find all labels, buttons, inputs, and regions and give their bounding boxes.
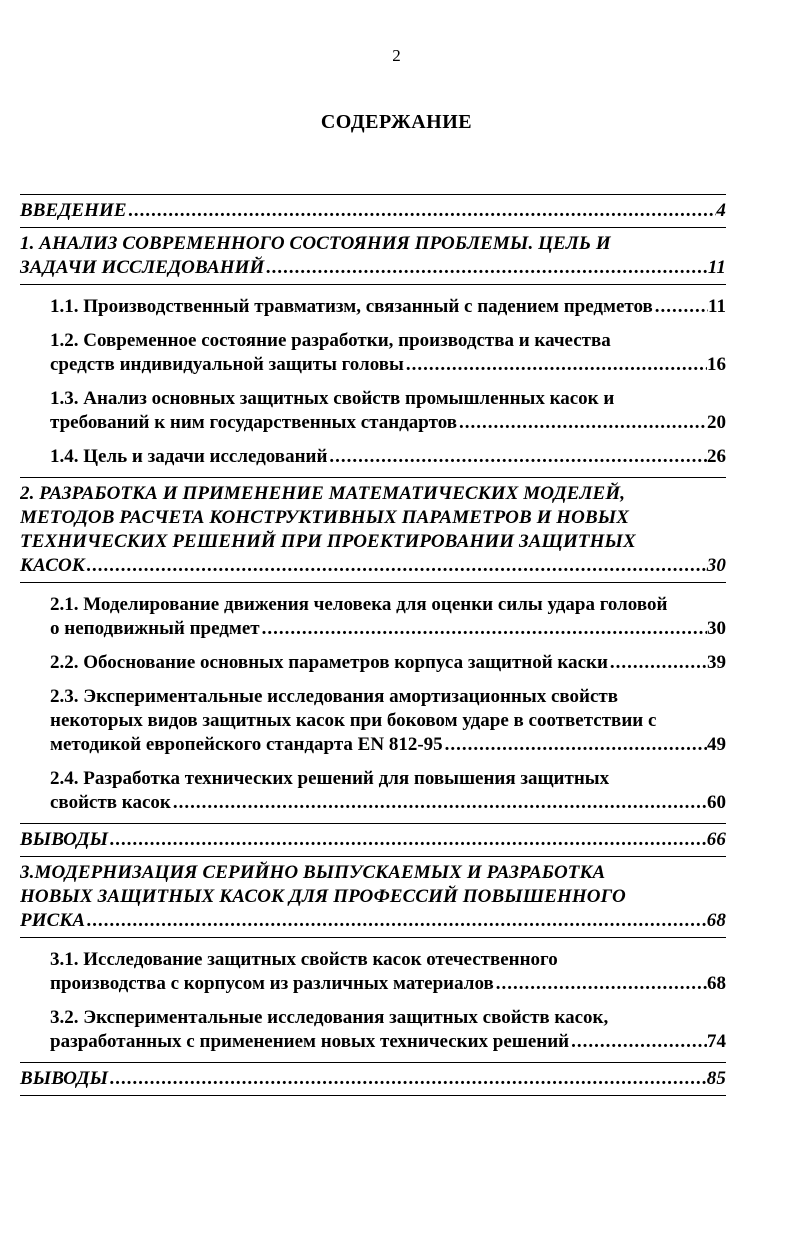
toc-divider [20, 1062, 726, 1063]
toc-page-number: 4 [716, 200, 726, 221]
toc-entry-section[interactable] [20, 387, 726, 435]
dot-leader [85, 554, 707, 578]
toc-divider [20, 937, 726, 938]
toc-entry-section[interactable] [20, 1006, 726, 1054]
dot-leader [108, 828, 707, 852]
dot-leader [327, 445, 707, 469]
toc-entry-text: МЕТОДОВ РАСЧЕТА КОНСТРУКТИВНЫХ ПАРАМЕТРОВ И НОВЫХ [20, 507, 630, 528]
dot-leader [569, 1030, 707, 1054]
toc-page-number: 49 [707, 734, 726, 755]
toc-entry-text: разработанных с применением новых технических решений [50, 1031, 570, 1052]
toc-entry-chapter[interactable] [20, 199, 726, 223]
toc-entry-section[interactable] [20, 445, 726, 469]
toc-entry-text: ВВЕДЕНИЕ [20, 200, 127, 221]
toc-page-number: 68 [706, 910, 726, 931]
toc-entry-text: методикой европейского стандарта EN 812-95 [50, 734, 443, 755]
toc-entry-text: некоторых видов защитных касок при боковом ударе в соответствии с [50, 710, 657, 731]
toc-divider [20, 284, 726, 285]
toc-entry-text: 3.МОДЕРНИЗАЦИЯ СЕРИЙНО ВЫПУСКАЕМЫХ И РАЗРАБОТКА [20, 862, 606, 883]
toc-divider [20, 856, 726, 857]
toc-entry-text: 1.3. Анализ основных защитных свойств промышленных касок и [50, 388, 615, 409]
page-title: СОДЕРЖАНИЕ [320, 111, 473, 133]
toc-entry-chapter[interactable] [20, 861, 726, 933]
toc-entry-section[interactable] [20, 593, 726, 641]
toc-entry-text: ТЕХНИЧЕСКИХ РЕШЕНИЙ ПРИ ПРОЕКТИРОВАНИИ ЗАЩИТНЫХ [20, 531, 636, 552]
toc-entry-text: 3.1. Исследование защитных свойств касок отечественного [50, 949, 558, 970]
toc-entry-text: 2.3. Экспериментальные исследования амортизационных свойств [50, 686, 618, 707]
page-number: 2 [392, 46, 401, 65]
toc-entry-text: ВЫВОДЫ [20, 829, 109, 850]
dot-leader [108, 1067, 707, 1091]
dot-leader [171, 791, 707, 815]
toc-page-number: 39 [707, 652, 726, 673]
toc-divider [20, 582, 726, 583]
toc-entry-text: 1.1. Производственный травматизм, связанный с падением предметов [50, 296, 653, 317]
dot-leader [260, 617, 707, 641]
table-of-contents [20, 190, 726, 1100]
dot-leader [457, 411, 707, 435]
toc-entry-text: 3.2. Экспериментальные исследования защитных свойств касок, [50, 1007, 609, 1028]
dot-leader [404, 353, 707, 377]
toc-page-number: 16 [707, 354, 726, 375]
toc-entry-text: свойств касок [50, 792, 171, 813]
toc-divider [20, 194, 726, 195]
toc-entry-text: ВЫВОДЫ [20, 1068, 109, 1089]
toc-entry-chapter[interactable] [20, 828, 726, 852]
toc-page-number: 30 [706, 555, 726, 576]
toc-entry-section[interactable] [20, 651, 726, 675]
toc-entry-text: 2. РАЗРАБОТКА И ПРИМЕНЕНИЕ МАТЕМАТИЧЕСКИХ МОДЕЛЕЙ, [20, 483, 626, 504]
toc-page-number: 74 [707, 1031, 726, 1052]
toc-entry-text: требований к ним государственных стандартов [50, 412, 457, 433]
toc-entry-text: 1.2. Современное состояние разработки, производства и качества [50, 330, 611, 351]
dot-leader [443, 733, 707, 757]
toc-divider [20, 823, 726, 824]
toc-page-number: 26 [707, 446, 726, 467]
toc-page-number: 66 [706, 829, 726, 850]
toc-entry-chapter[interactable] [20, 482, 726, 578]
dot-leader [127, 199, 717, 223]
toc-entry-section[interactable] [20, 329, 726, 377]
toc-entry-text: производства с корпусом из различных материалов [50, 973, 494, 994]
dot-leader [85, 909, 707, 933]
toc-entry-section[interactable] [20, 948, 726, 996]
toc-page-number: 68 [707, 973, 726, 994]
toc-entry-text: 2.1. Моделирование движения человека для оценки силы удара головой [50, 594, 668, 615]
toc-page-number: 85 [706, 1068, 726, 1089]
toc-entry-section[interactable] [20, 767, 726, 815]
toc-entry-text: 1.4. Цель и задачи исследований [50, 446, 328, 467]
dot-leader [264, 256, 707, 280]
toc-entry-text: 2.4. Разработка технических решений для повышения защитных [50, 768, 610, 789]
toc-divider [20, 1095, 726, 1096]
toc-entry-text: РИСКА [20, 910, 86, 931]
toc-entry-text: КАСОК [20, 555, 85, 576]
toc-entry-chapter[interactable] [20, 1067, 726, 1091]
dot-leader [653, 295, 708, 319]
toc-entry-text: 1. АНАЛИЗ СОВРЕМЕННОГО СОСТОЯНИЯ ПРОБЛЕМЫ. ЦЕЛЬ И [20, 233, 611, 254]
toc-divider [20, 477, 726, 478]
toc-entry-section[interactable] [20, 295, 726, 319]
toc-page-number: 30 [707, 618, 726, 639]
toc-page-number: 11 [707, 257, 726, 278]
dot-leader [608, 651, 707, 675]
toc-entry-text: НОВЫХ ЗАЩИТНЫХ КАСОК ДЛЯ ПРОФЕССИЙ ПОВЫШЕННОГО [20, 886, 626, 907]
toc-page-number: 11 [708, 296, 726, 317]
toc-entry-text: о неподвижный предмет [50, 618, 260, 639]
toc-divider [20, 227, 726, 228]
dot-leader [494, 972, 707, 996]
toc-entry-text: ЗАДАЧИ ИССЛЕДОВАНИЙ [20, 257, 265, 278]
toc-entry-text: средств индивидуальной защиты головы [50, 354, 404, 375]
toc-page-number: 60 [707, 792, 726, 813]
toc-page-number: 20 [707, 412, 726, 433]
toc-entry-chapter[interactable] [20, 232, 726, 280]
toc-entry-text: 2.2. Обоснование основных параметров корпуса защитной каски [50, 652, 608, 673]
toc-entry-section[interactable] [20, 685, 726, 757]
